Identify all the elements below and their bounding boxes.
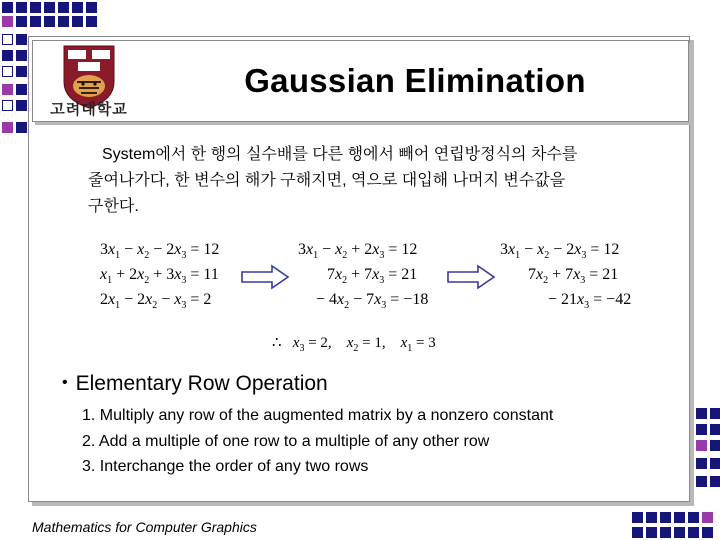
- equation-line: $3x_1 - x_2 - 2x_3 = 12$: [100, 241, 220, 262]
- solution-line: ∴ $x_3 = 2$, $x_2 = 1$, $x_1 = 3$: [272, 335, 436, 354]
- equation-line: $x_1 + 2x_2 + 3x_3 = 11$: [100, 266, 219, 287]
- list-item: 2. Add a multiple of one row to a multiple of any other row: [82, 432, 490, 450]
- equation-line: − $21x_3 = -42$: [548, 291, 632, 312]
- section-heading-text: Elementary Row Operation: [75, 372, 328, 395]
- right-arrow-icon: [240, 264, 290, 290]
- list-item: 1. Multiply any row of the augmented matrix by a nonzero constant: [82, 407, 554, 424]
- equation-line: $7x_2 + 7x_3 = 21$: [528, 266, 619, 287]
- section-heading: [62, 372, 328, 396]
- right-arrow-icon: [446, 264, 496, 290]
- bullet-icon: •: [62, 374, 68, 391]
- equation-line: − $4x_2 - 7x_3 = -18$: [316, 291, 429, 312]
- intro-line-3: 구한다.: [88, 198, 139, 215]
- page-title: Gaussian Elimination: [244, 62, 586, 99]
- equation-line: $2x_1 - 2x_2 - x_3 = 2$: [100, 291, 212, 312]
- university-name: 고려대학교: [50, 101, 128, 118]
- operations-list: [82, 403, 553, 480]
- intro-paragraph: [88, 142, 668, 220]
- equation-line: $3x_1 - x_2 + 2x_3 = 12$: [298, 241, 418, 262]
- intro-line-1: System에서 한 행의 실수배를 다른 행에서 빼어 연립방정식의 차수를: [102, 146, 578, 163]
- footer-text: Mathematics for Computer Graphics: [32, 519, 257, 535]
- equation-line: $3x_1 - x_2 - 2x_3 = 12$: [500, 241, 620, 262]
- equation-line: $7x_2 + 7x_3 = 21$: [327, 266, 418, 287]
- intro-line-2: 줄여나가다, 한 변수의 해가 구해지면, 역으로 대입해 나머지 변수값을: [88, 172, 566, 189]
- list-item: 3. Interchange the order of any two rows: [82, 458, 369, 475]
